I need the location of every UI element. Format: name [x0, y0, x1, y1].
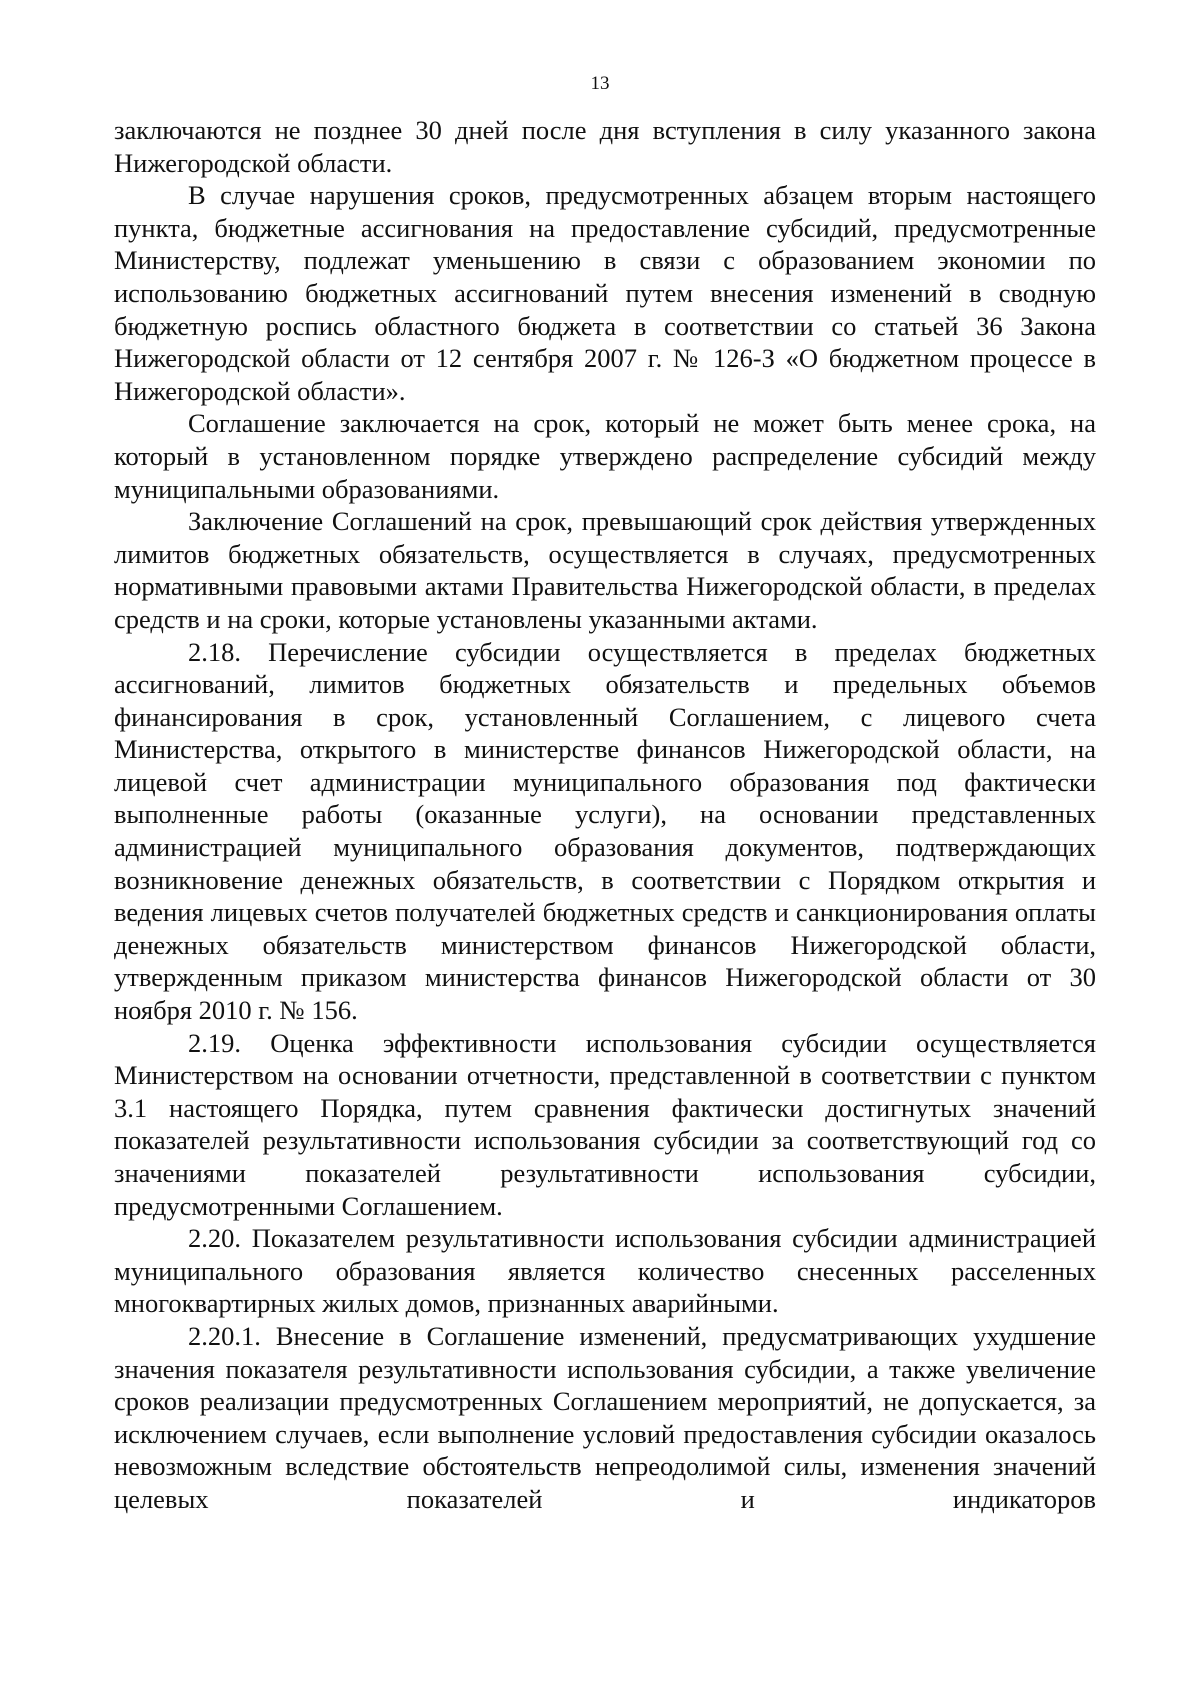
paragraph-agreement-conclusion: Заключение Соглашений на срок, превышающий срок действия утвержденных лимитов бюджетных обязательств, осуществляется в случаях, предусмотренных нормативными правовыми актами Правительства Нижегородской области, в пределах средств и на сроки, которые установлены указанными актами. [114, 506, 1096, 634]
page-number: 13 [590, 73, 610, 94]
paragraph-2-20: 2.20. Показателем результативности использования субсидии администрацией муниципального образования является количество снесенных расселенных многоквартирных жилых домов, признанных аварийными. [114, 1223, 1096, 1319]
paragraph-2-20-1: 2.20.1. Внесение в Соглашение изменений, предусматривающих ухудшение значения показателя результативности использования субсидии, а также увеличение сроков реализации предусмотренных Соглашением мероприятий, не допускается, за исключением случаев, если выполнение условий предоставления субсидии оказалось невозможным вследствие обстоятельств непреодолимой силы, изменения значений целевых показателей и индикаторов [114, 1320, 1096, 1514]
paragraph-2-19: 2.19. Оценка эффективности использования субсидии осуществляется Министерством на основании отчетности, представленной в соответствии с пунктом 3.1 настоящего Порядка, путем сравнения фактически достигнутых значений показателей результативности использования субсидии за соответствующий год со значениями показателей результативности использования субсидии, предусмотренными Соглашением. [114, 1027, 1096, 1221]
paragraph-2-18: 2.18. Перечисление субсидии осуществляется в пределах бюджетных ассигнований, лимитов бюджетных обязательств и предельных объемов финансирования в срок, установленный Соглашением, с лицевого счета Министерства, открытого в министерстве финансов Нижегородской области, на лицевой счет администрации муниципального образования под фактически выполненные работы (оказанные услуги), на основании представленных администрацией муниципального образования документов, подтверждающих возникновение денежных обязательств, в соответствии с Порядком открытия и ведения лицевых счетов получателей бюджетных средств и санкционирования оплаты денежных обязательств министерством финансов Нижегородской области, утвержденным приказом министерства финансов Нижегородской области от 30 ноября 2010 г. № 156. [114, 636, 1096, 1026]
document-body [114, 114, 1096, 1516]
paragraph-agreement-term: Соглашение заключается на срок, который не может быть менее срока, на который в установленном порядке утверждено распределение субсидий между муниципальными образованиями. [114, 408, 1096, 504]
paragraph-continuation: заключаются не позднее 30 дней после дня вступления в силу указанного закона Нижегородской области. [114, 115, 1096, 178]
paragraph-deadline-violation: В случае нарушения сроков, предусмотренных абзацем вторым настоящего пункта, бюджетные ассигнования на предоставление субсидий, предусмотренные Министерству, подлежат уменьшению в связи с образованием экономии по использованию бюджетных ассигнований путем внесения изменений в сводную бюджетную роспись областного бюджета в соответствии со статьей 36 Закона Нижегородской области от 12 сентября 2007 г. № 126-З «О бюджетном процессе в Нижегородской области». [114, 180, 1096, 406]
